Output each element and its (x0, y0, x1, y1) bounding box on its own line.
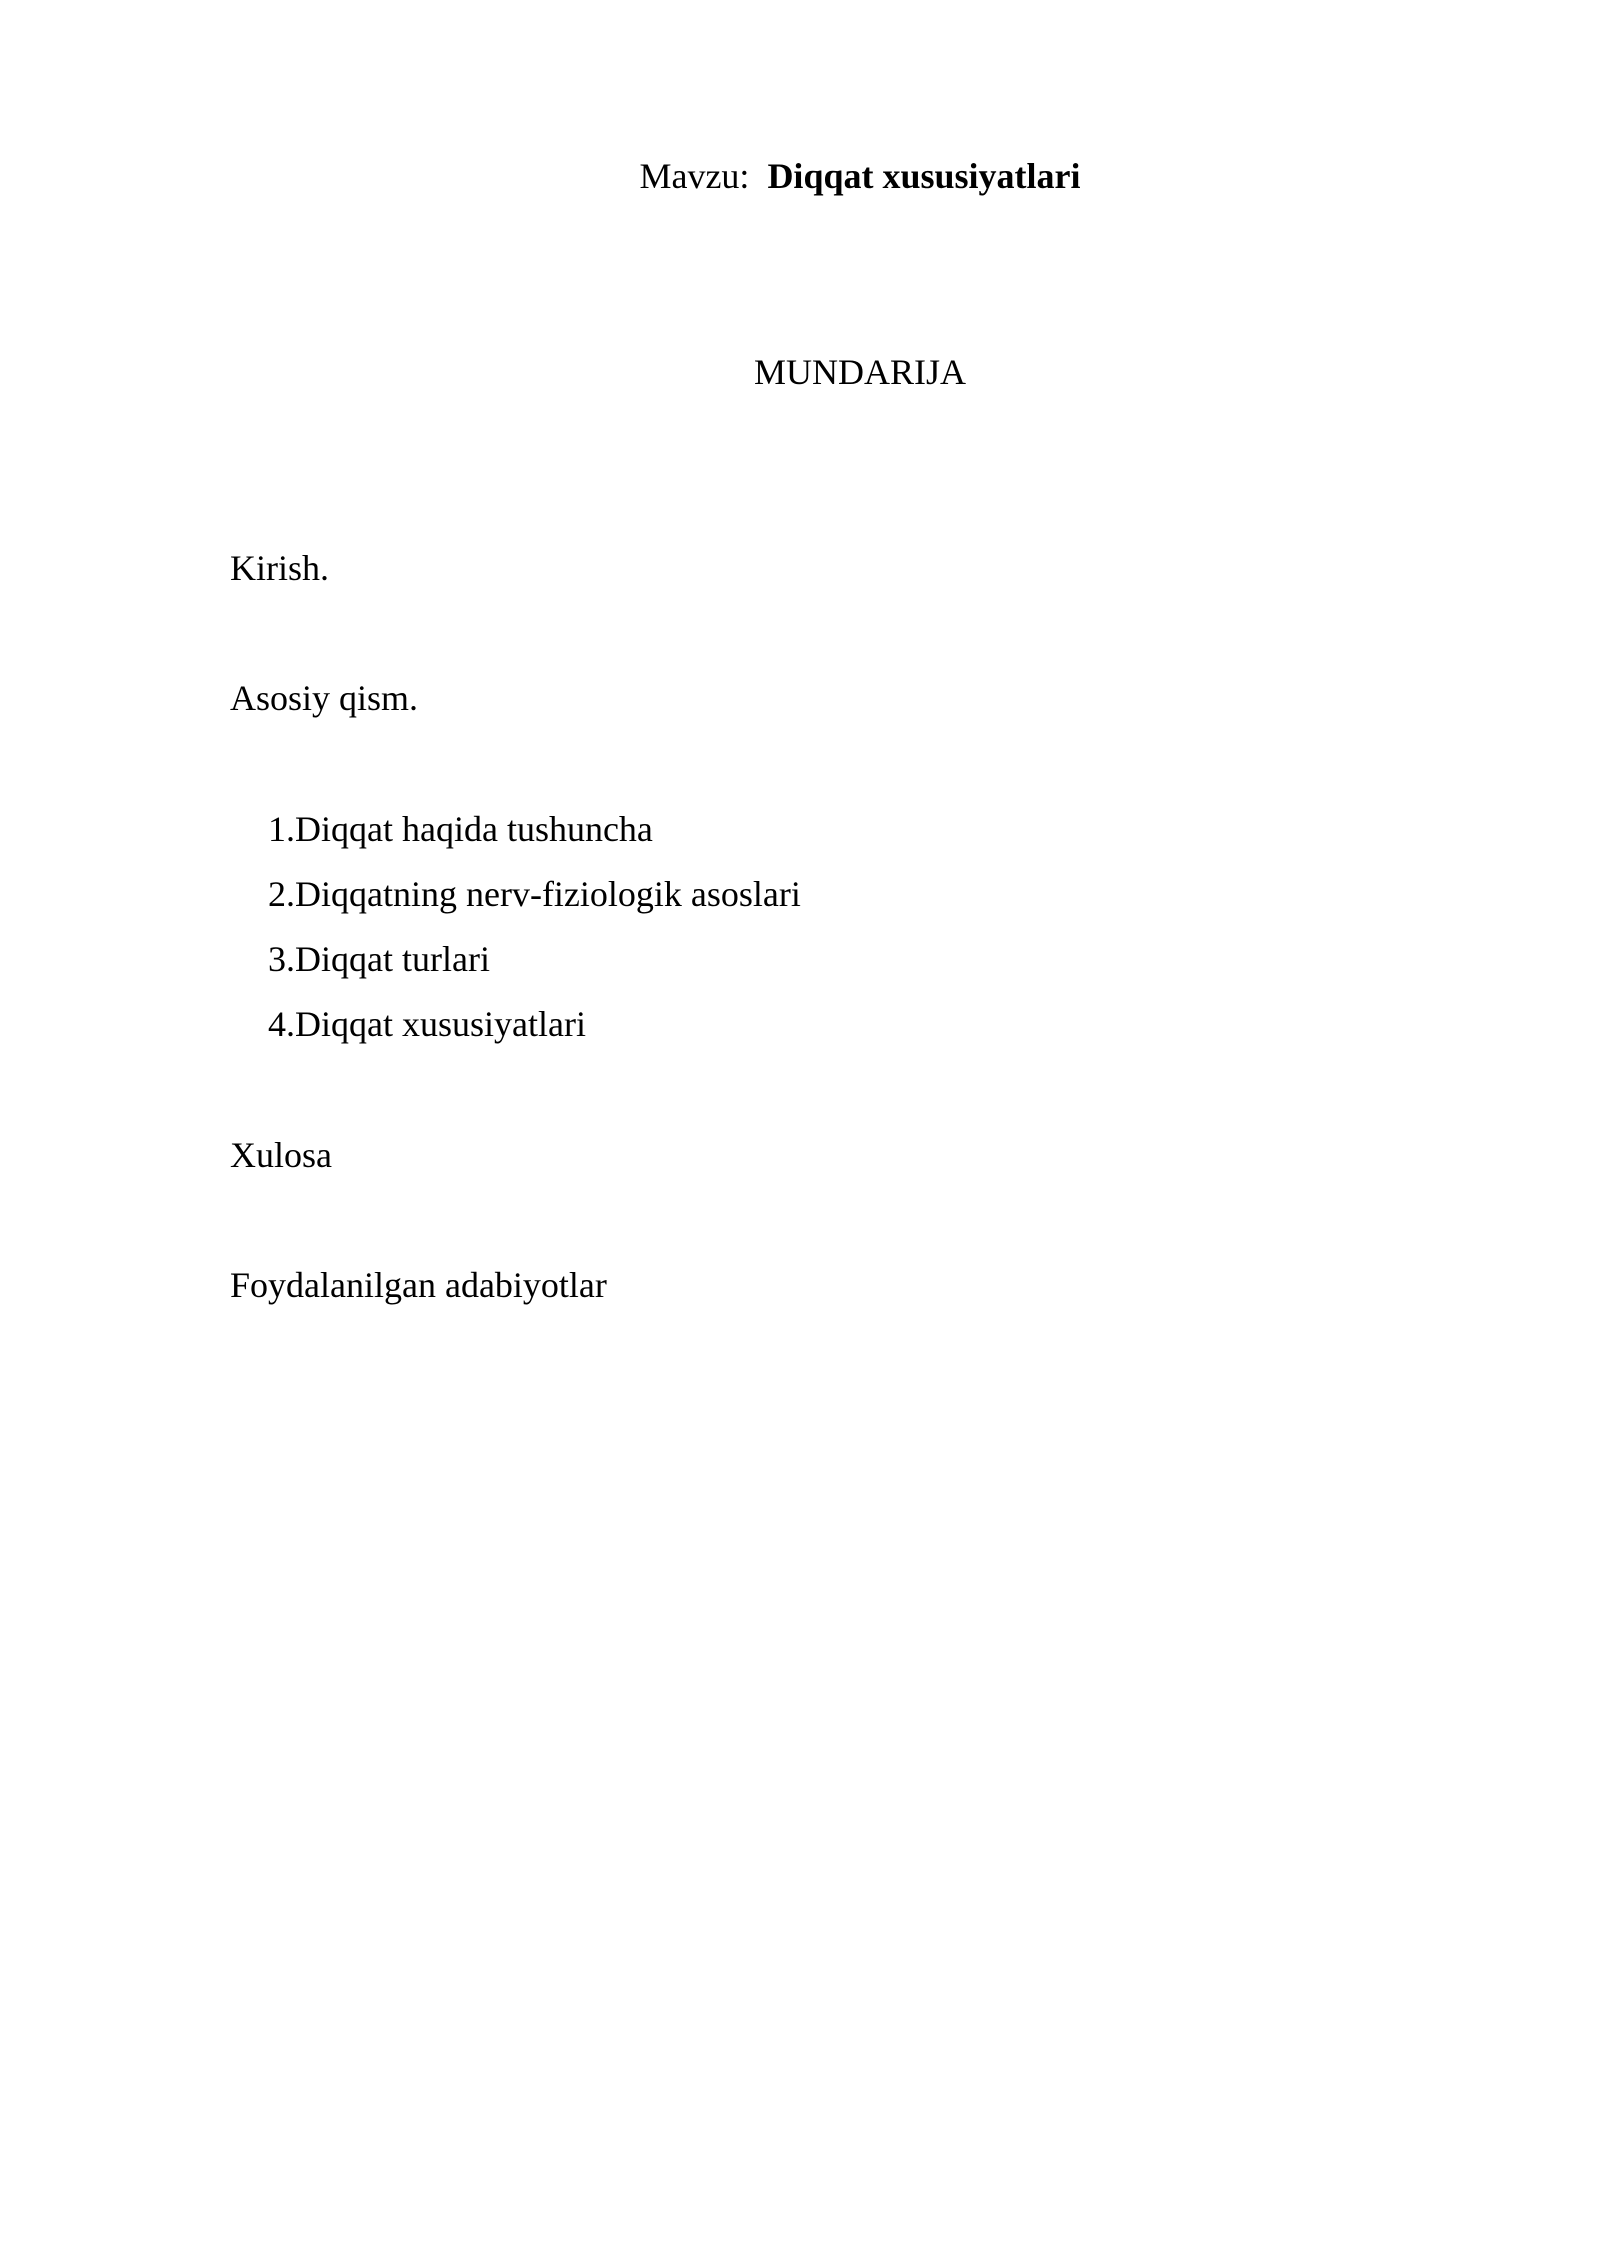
toc-entry-conclusion: Xulosa (230, 1135, 332, 1175)
toc-entry-intro: Kirish. (230, 548, 329, 588)
toc-entry-main-part: Asosiy qism. (230, 678, 419, 718)
topic-label: Mavzu: (639, 156, 750, 196)
topic-title: Diqqat xususiyatlari (767, 156, 1081, 196)
toc-heading: MUNDARIJA (753, 352, 966, 392)
toc-sub-entry-2: 2.Diqqatning nerv-fiziologik asoslari (268, 874, 801, 914)
toc-sub-entry-4: 4.Diqqat xususiyatlari (268, 1004, 586, 1044)
toc-sub-entry-1: 1.Diqqat haqida tushuncha (268, 809, 653, 849)
toc-entry-references: Foydalanilgan adabiyotlar (230, 1265, 607, 1305)
topic-line (0, 150, 1600, 202)
toc-sub-entry-3: 3.Diqqat turlari (268, 939, 490, 979)
